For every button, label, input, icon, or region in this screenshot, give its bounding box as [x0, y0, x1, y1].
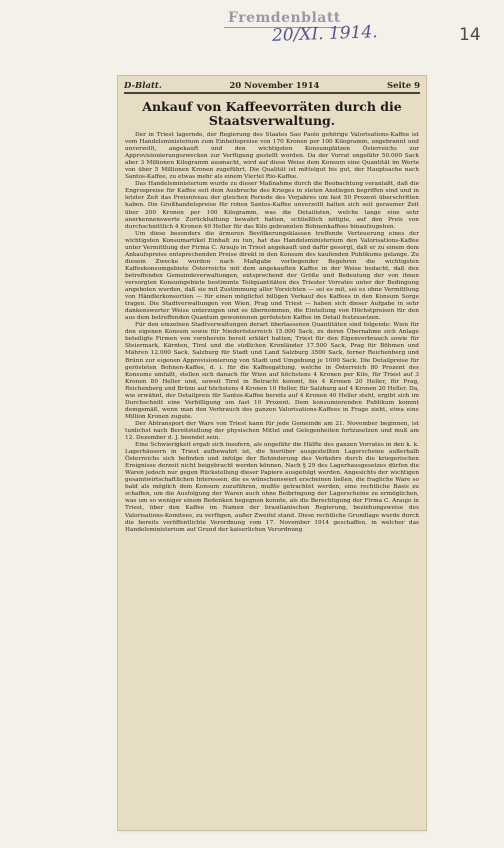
masthead-date: 20 November 1914 [229, 81, 320, 91]
article-paragraph: Für den einzelnen Stadtverwaltungen derart überlassenen Quantitäten sind folgende: Wien für den eigenen Konsum sowie für Niederösterreich 15.000 Sack, zu deren Übernahme sich Anlage beteiligte Firmen von vornherein bereit erklärt hatten; Triest für den Eigenverbrauch sowie für Steiermark, Kärnten, Tirol und die südlichen Kronländer 17.500 Sack, Prag für Böhmen und Mähren 12.000 Sack, Salzburg für Stadt und Land Salzburg 3500 Sack, ferner Reichenberg und Brünn zur eigenen Approvisionierung von Stadt und Umgebung je 1000 Sack. Die Detailpreise für gerösteten Bohnen-Kaffee, d. i. für die Kaffeegattung, welche in Österreich 80 Prozent des Konsums umfaßt, stellen sich danach für Wien auf höchstens 4 Kronen per Kilo, für Triest auf 3 Kronen 80 Heller und, soweit Tirol in Betracht kommt, bis 4 Kronen 20 Heller, für Prag, Reichenberg und Brünn auf höchstens 4 Kronen 10 Heller, für Salzburg auf 4 Kronen 20 Heller. Da, wie erwähnt, der Detailpreis für Santos-Kaffee bereits auf 4 Kronen 40 Heller steht, ergibt sich im Durchschnitt eine Verbilligung um fast 10 Prozent. Dem konsumierenden Publikum kommt demgemäß, wenn man den Verbrauch des ganzen Valorisations-Kaffees in Frage zieht, etwa eine Million Kronen zugute. [125, 322, 419, 420]
newspaper-clipping [118, 76, 426, 830]
article-paragraph: Das Handelsministerium wurde zu dieser Maßnahme durch die Beobachtung veranlaßt, daß die Engrospreise für Kaffee seit dem Ausbruche des Krieges in steten Anstiegen begriffen sind und in letzter Zeit das Preisniveau der gleichen Periode des Vorjahres um fast 50 Prozent überschritten haben. Die Großhandelspreise für rohen Santos-Kaffee unverzollt halten sich seit geraumer Zeit über 200 Kronen per 100 Kilogramm, was die Detailisten, welche lange eine sehr anerkennenswerte Zurückhaltung bewahrt hatten, schließlich nötigte, auf den Preis von durchschnittlich 4 Kronen 40 Heller für das Kilo gebrannten Bohnenkaffees hinaufzugehen. [125, 181, 419, 230]
archive-page-number: 14 [459, 25, 481, 45]
article-paragraph: Um diese besonders die ärmeren Bevölkerungsklassen treffende Verteuerung eines der wichtigsten Konsumartikel Einhalt zu tun, hat das Handelsministerium den Valorisations-Kaffee unter Vermittlung der Firma C. Araujo in Triest angekauft und dafür gesorgt, daß er zu einem dem Ankaufspreise entsprechenden Preise direkt in den Konsum des kaufenden Publikums gelange. Zu diesem Zwecke wurden nach Maßgabe vorliegender Begehren die wichtigsten Kaffeekonsumgebiete Österreichs mit dem angekauften Kaffee in der Weise bedacht, daß den betreffenden Gemeindeverwaltungen, entsprechend der Größe und Bedeutung der von ihnen versorgten Konsumgebiete bestimmte Teilquantitäten des Triester Vorrates unter der Bedingung angeboten wurden, daß sie mit Zustimmung aller Vorsichten — sei es mit, sei es ohne Vermittlung von Händlerkonsortien — für einen möglichst billigen Verkauf des Kaffees in den Konsum Sorge tragen. Die Stadtverwaltungen von Wien, Prag und Triest — haben sich dieser Aufgabe in sehr dankenswerter Weise unterzogen und es übernommen, die Einteilung von Höchstpreisen für den aus dem betreffenden Quantum gewonnenen gerösteten Kaffee im Detail festzusetzen. [125, 230, 419, 322]
article-paragraph: Der in Triest lagernde, der Regierung des Staates Sao Paolo gehörige Valorisations-Kaffee ist vom Handelsministerium zum Einheitspreise von 170 Kronen per 100 Kilogramm, ungebrannt und unverzollt, angekauft und den wichtigsten Konsumplätzen Österreichs zur Approvisionierungszwecken zur Verfügung gestellt worden. Da der Vorrat ungefähr 50.000 Sack aber 3 Millionen Kilogramm ausmacht, wird auf diese Weise dem Konsum eine Quantität im Werte von über 5 Millionen Kronen zugeführt. Die Qualität ist mittelgut bis gut, der Hauptsache nach Santos-Kaffee, zu etwas mehr als einem Viertel Rio-Kaffee. [125, 132, 419, 181]
masthead-page: Seite 9 [387, 81, 420, 91]
handwritten-date: 20/XI. 1914. [271, 22, 378, 46]
clipping-masthead [124, 79, 420, 94]
masthead-paper: D-Blatt. [124, 81, 162, 91]
fremdenblatt-stamp: Fremdenblatt [224, 10, 345, 28]
article-body [125, 132, 419, 534]
article-paragraph: Eine Schwierigkeit ergab sich insofern, als ungefähr die Hälfte des ganzen Vorrates in den k. k. Lagerhäusern in Triest aufbewahrt ist, die hierüber ausgestellten Lagerscheine außerhalb Österreichs sich befinden und infolge der Behinderung des Verkehrs durch die kriegerischen Ereignisse derzeit nicht beigebracht werden können. Nach § 29 des Lagerhausgesetzes dürfen die Waren jedoch nur gegen Rückstellung dieser Papiere ausgefolgt werden. Angesichts der wichtigen gesamtwirtschaftlichen Interessen, die es wünschenswert erscheinen ließen, die fragliche Ware so bald als möglich dem Konsum zuzuführen, mußte getrachtet werden, eine rechtliche Basis zu schaffen, um die Ausfolgung der Waren auch ohne Beibringung der Lagerscheine zu ermöglichen, was um so weniger einem Bedenken begegnen konnte, als die Berechtigung der Firma C. Araujo in Triest, über den Kaffee im Namen der brasilianischen Regierung, beziehungsweise des Valorisations-Komitees, zu verfügen, außer Zweifel stand. Diese rechtliche Grundlage wurde durch die bereits veröffentlichte Verordnung vom 17. November 1914 geschaffen, in welcher das Handelsministerium auf Grund der kaiserlichen Verordnung [125, 442, 419, 533]
article-headline: Ankauf von Kaffeevorräten durch die Staatsverwaltung. [142, 99, 402, 128]
article-paragraph: Der Abtransport der Ware von Triest kann für jede Gemeinde am 21. November beginnen, ist tunlichst nach Bereitstellung der physischen Mittel und Gelegenheiten fortzusetzen und muß am 12. Dezember d. J. beendet sein. [125, 420, 419, 442]
